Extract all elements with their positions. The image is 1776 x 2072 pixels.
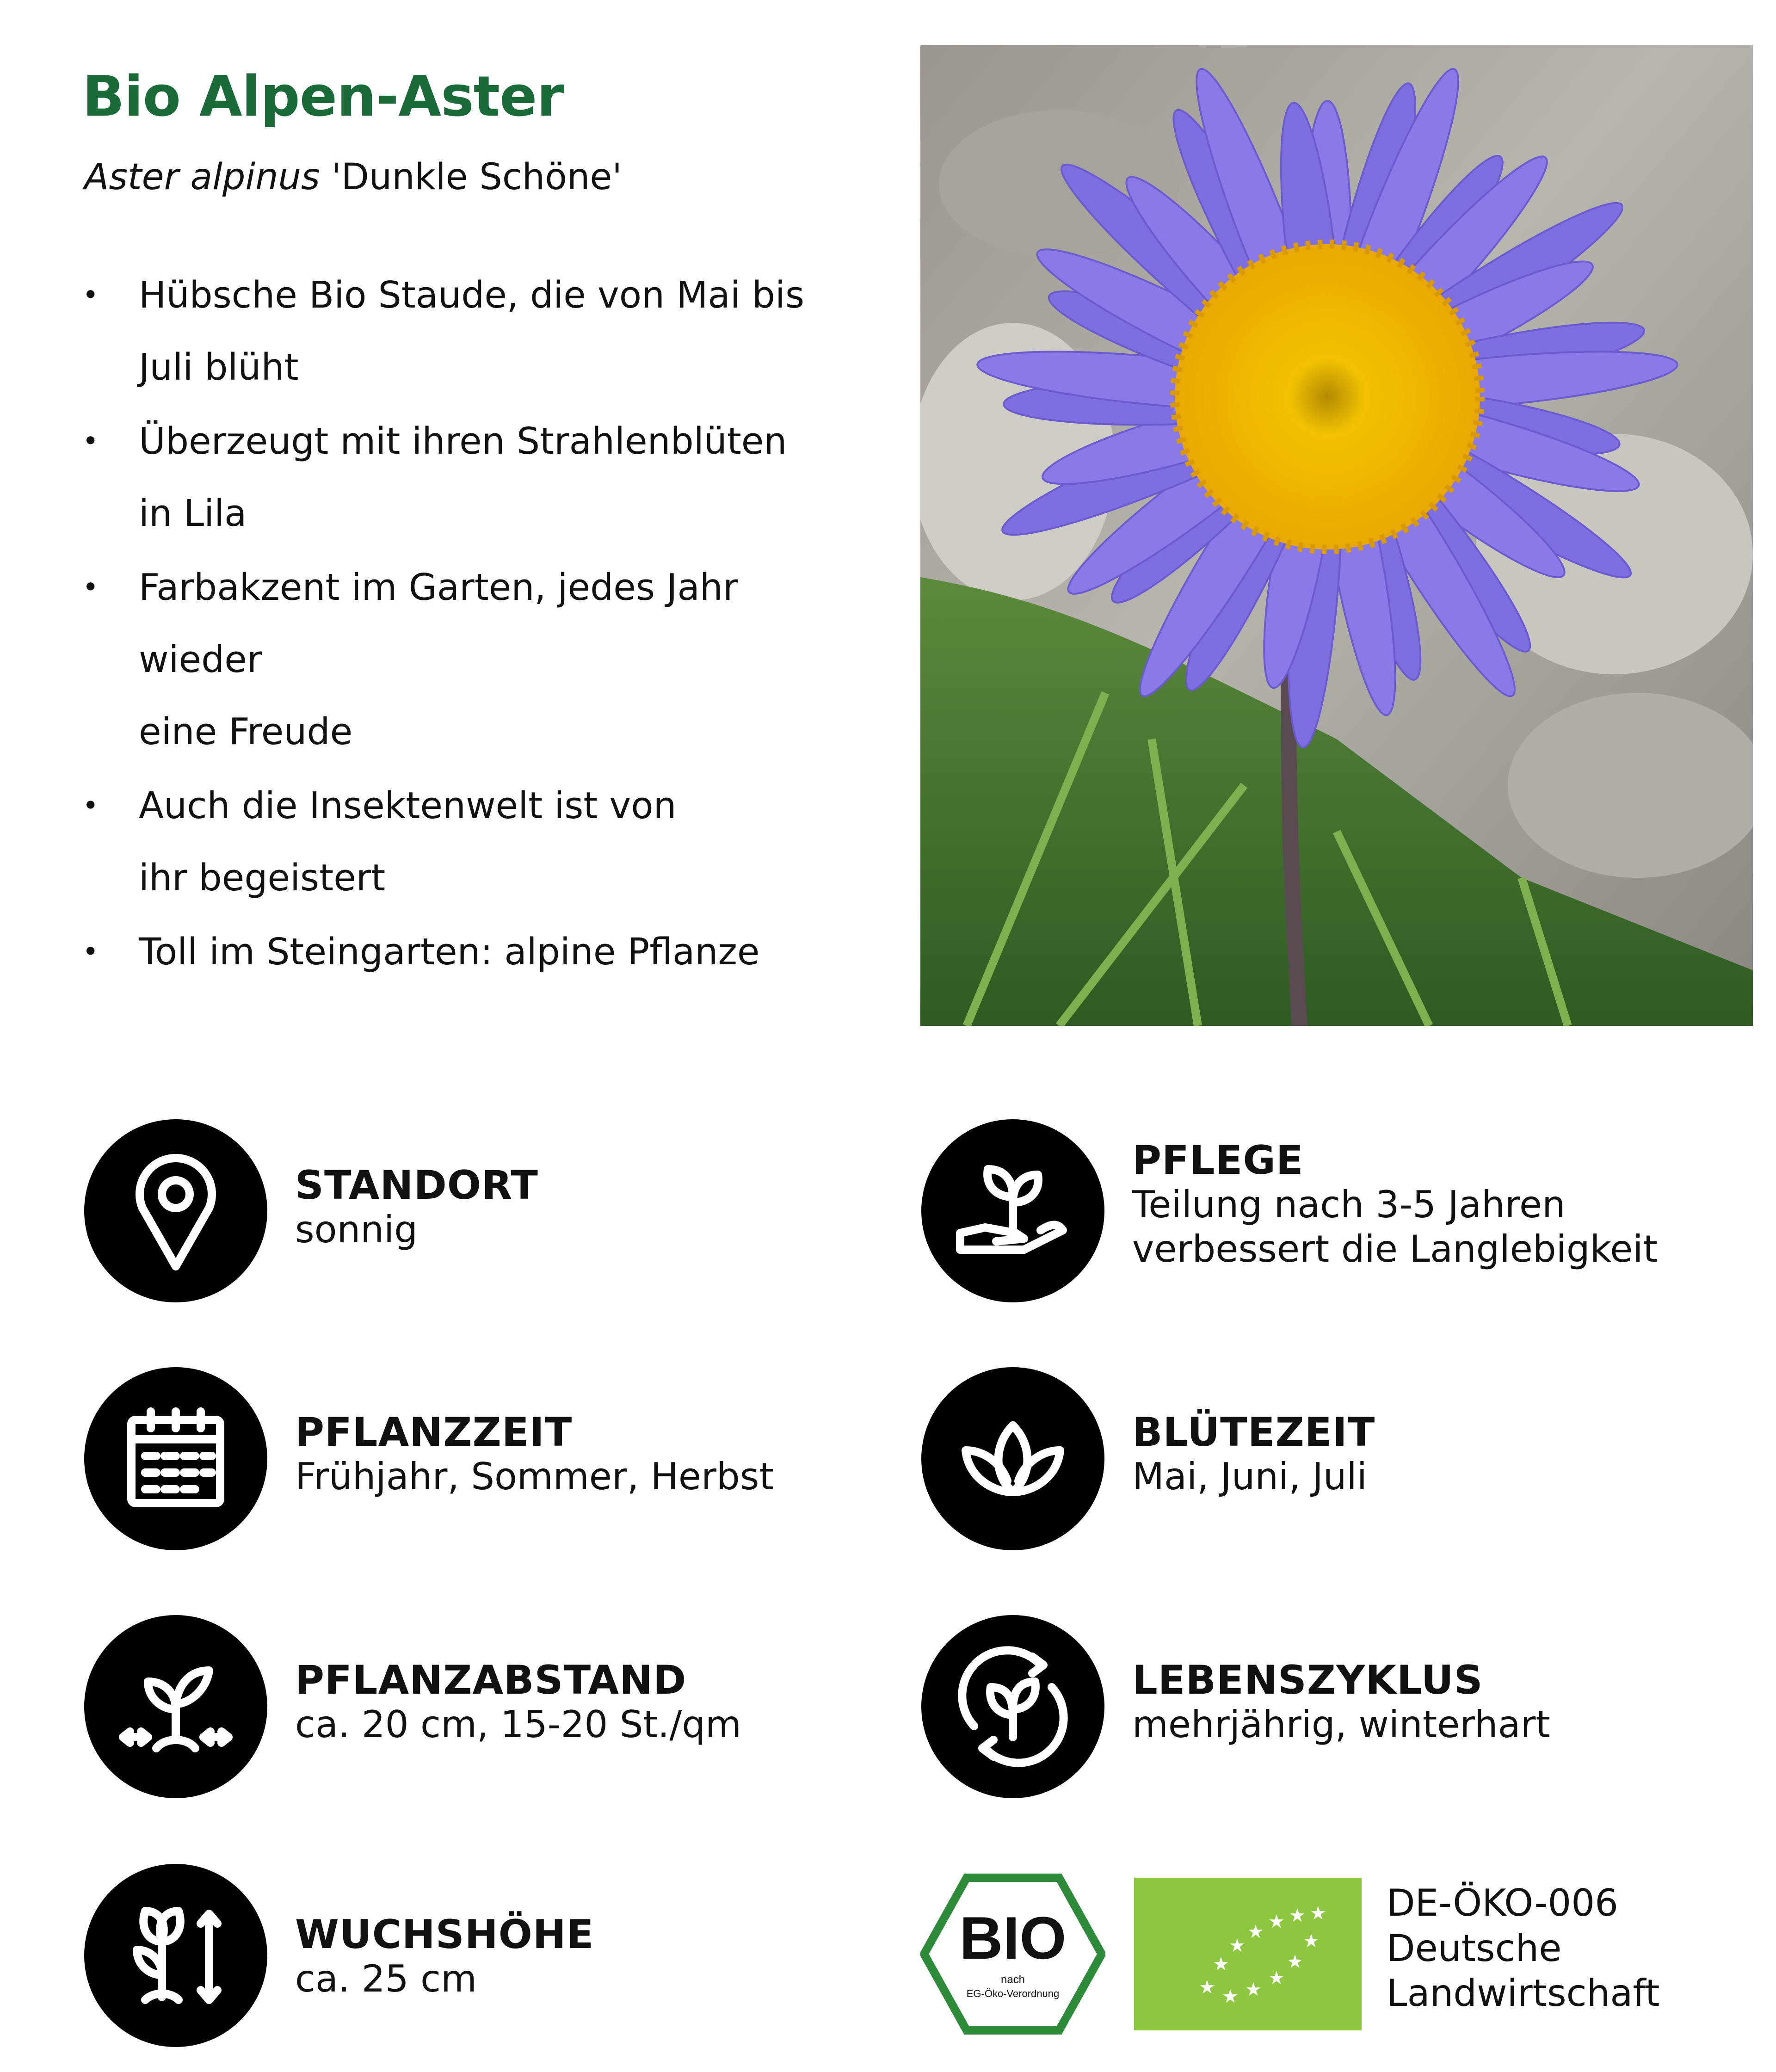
- feature-item: [80, 916, 866, 988]
- feature-line: • Toll im Steingarten: alpine Pflanze: [139, 931, 760, 973]
- bluetezeit-label: BLÜTEZEIT: [1132, 1409, 1375, 1455]
- feature-line: ihr begeistert: [139, 857, 386, 899]
- pflanzabstand-value: ca. 20 cm, 15-20 St./qm: [295, 1702, 741, 1746]
- pflege-value-line: Teilung nach 3-5 Jahren: [1132, 1183, 1566, 1226]
- bio-logo-sub: nach: [1000, 1973, 1025, 1986]
- feature-line: • Hübsche Bio Staude, die von Mai bis: [139, 274, 805, 316]
- location-pin-icon: [84, 1119, 267, 1302]
- pflanzabstand-label: PFLANZABSTAND: [295, 1657, 687, 1703]
- pflanzzeit-label: PFLANZZEIT: [295, 1409, 573, 1455]
- eu-star-icon: ★: [1268, 1911, 1285, 1932]
- feature-item: [80, 551, 866, 768]
- flower-center: [1175, 244, 1480, 549]
- eu-organic-leaf-logo: [1134, 1878, 1362, 2030]
- product-subtitle: [84, 156, 622, 198]
- eu-star-icon: ★: [1268, 1967, 1285, 1989]
- eu-star-icon: ★: [1247, 1921, 1264, 1942]
- eu-star-icon: ★: [1245, 1979, 1262, 2000]
- feature-item: [80, 405, 866, 549]
- feature-line: Juli blüht: [139, 346, 299, 388]
- eu-star-icon: ★: [1289, 1905, 1306, 1926]
- aster-flower-photo: [920, 45, 1753, 1026]
- plant-cycle-icon: [921, 1615, 1104, 1798]
- latin-name: Aster alpinus: [84, 156, 320, 198]
- bluetezeit-value: Mai, Juni, Juli: [1132, 1455, 1367, 1498]
- origin-line: Landwirtschaft: [1387, 1972, 1660, 2015]
- standort-value: sonnig: [295, 1208, 418, 1251]
- product-title: Bio Alpen-Aster: [82, 65, 564, 129]
- wuchshoehe-value: ca. 25 cm: [295, 1957, 477, 2000]
- wuchshoehe-label: WUCHSHÖHE: [295, 1912, 594, 1958]
- bio-logo-sub: EG-Öko-Verordnung: [966, 1988, 1060, 1999]
- pflege-value-line: verbessert die Langlebigkeit: [1132, 1227, 1658, 1270]
- feature-line: in Lila: [139, 492, 247, 535]
- cultivar-name: 'Dunkle Schöne': [331, 156, 622, 198]
- feature-line: • Überzeugt mit ihren Strahlenblüten: [139, 420, 787, 462]
- feature-list: [80, 259, 866, 990]
- feature-item: [80, 259, 866, 403]
- feature-item: [80, 770, 866, 914]
- eu-star-icon: ★: [1222, 1986, 1239, 2007]
- calendar-icon: [84, 1367, 267, 1550]
- eu-star-icon: ★: [1213, 1954, 1229, 1975]
- feature-line: • Auch die Insektenwelt ist von: [139, 784, 677, 827]
- lebenszyklus-label: LEBENSZYKLUS: [1132, 1657, 1483, 1703]
- origin-line: Deutsche: [1387, 1926, 1562, 1970]
- lebenszyklus-value: mehrjährig, winterhart: [1132, 1702, 1550, 1746]
- bio-siegel-logo: [920, 1873, 1105, 2035]
- eu-star-icon: ★: [1303, 1930, 1320, 1952]
- plant-spacing-icon: [84, 1615, 267, 1798]
- eu-star-icon: ★: [1287, 1951, 1303, 1973]
- eu-star-icon: ★: [1199, 1977, 1215, 1998]
- feature-line: eine Freude: [139, 710, 353, 753]
- plant-height-icon: [84, 1864, 267, 2047]
- eu-star-icon: ★: [1310, 1903, 1326, 1924]
- certification-text: [1387, 1881, 1660, 2016]
- feature-line: • Farbakzent im Garten, jedes Jahr wieder: [139, 566, 738, 681]
- standort-label: STANDORT: [295, 1162, 538, 1209]
- lotus-flower-icon: [921, 1367, 1104, 1550]
- product-photo: [920, 45, 1753, 1026]
- pflege-label: PFLEGE: [1132, 1137, 1304, 1184]
- pflanzzeit-value: Frühjahr, Sommer, Herbst: [295, 1455, 774, 1498]
- oeko-code: DE-ÖKO-006: [1387, 1881, 1619, 1924]
- hand-seedling-icon: [921, 1119, 1104, 1302]
- bio-logo-text: BIO: [959, 1904, 1067, 1972]
- eu-star-icon: ★: [1229, 1935, 1246, 1956]
